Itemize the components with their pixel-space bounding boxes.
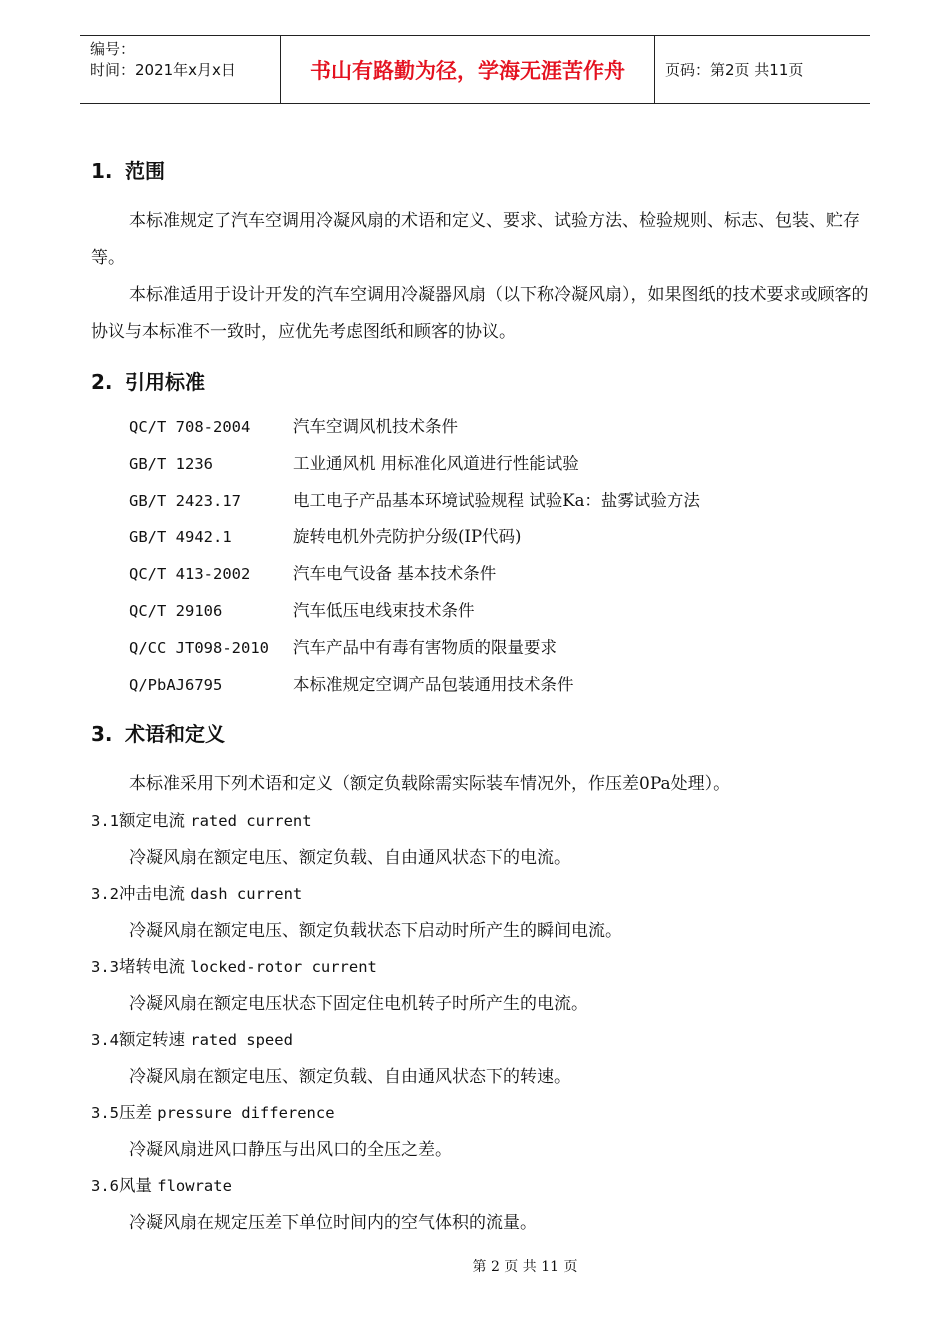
term-heading (91, 1022, 871, 1059)
term-en: dash current (190, 885, 303, 904)
term-en: rated current (190, 812, 312, 831)
paragraph: 本标准规定了汽车空调用冷凝风扇的术语和定义、要求、试验方法、检验规则、标志、包装、贮存等。 (91, 211, 860, 268)
reference-list (129, 409, 871, 703)
section-title: 引用标准 (125, 370, 205, 394)
reference-name: 工业通风机 用标准化风道进行性能试验 (293, 453, 579, 473)
header-meta (80, 36, 281, 103)
term-heading (91, 1168, 871, 1205)
reference-code: Q/PbAJ6795 (129, 675, 223, 694)
section-heading (91, 363, 871, 401)
term-number: 3.6 (91, 1177, 119, 1196)
term-en: rated speed (190, 1031, 293, 1050)
reference-code: QC/T 413-2002 (129, 565, 251, 584)
term-definition: 冷凝风扇在额定电压、额定负载、自由通风状态下的转速。 (129, 1066, 571, 1087)
term-cn: 额定电流 (119, 811, 185, 831)
term-number: 3.2 (91, 885, 119, 904)
term-definition: 冷凝风扇在额定电压状态下固定住电机转子时所产生的电流。 (129, 993, 588, 1014)
reference-name: 汽车空调风机技术条件 (293, 417, 458, 436)
term-en: locked-rotor current (190, 958, 377, 977)
section-heading (91, 715, 871, 753)
section-references (91, 363, 871, 703)
page-footer: 第 2 页 共 11 页 (472, 1259, 578, 1275)
term-cn: 堵转电流 (119, 957, 185, 977)
section-heading (91, 152, 871, 190)
term-cn: 额定转速 (119, 1030, 185, 1050)
term-cn: 压差 (119, 1103, 152, 1123)
document-number-label: 编号： (90, 40, 136, 58)
reference-item (129, 556, 871, 593)
reference-name: 本标准规定空调产品包装通用技术条件 (293, 674, 574, 694)
section-number: 1. (91, 159, 113, 183)
term-definition: 冷凝风扇在额定电压、额定负载、自由通风状态下的电流。 (129, 847, 571, 868)
header-page-number: 页码：第2页 共11页 (665, 61, 804, 79)
reference-code: GB/T 1236 (129, 454, 213, 473)
document-body (91, 140, 871, 1241)
section-number: 2. (91, 370, 113, 394)
paragraph: 本标准采用下列术语和定义（额定负载除需实际装车情况外，作压差0Pa处理）。 (129, 774, 731, 795)
reference-item (129, 519, 871, 556)
reference-name: 汽车产品中有毒有害物质的限量要求 (293, 637, 557, 657)
term-definition: 冷凝风扇在额定电压、额定负载状态下启动时所产生的瞬间电流。 (129, 920, 622, 941)
header-motto: 书山有路勤为径，学海无涯苦作舟 (281, 36, 655, 103)
section-title: 术语和定义 (125, 722, 225, 747)
term-definition: 冷凝风扇在规定压差下单位时间内的空气体积的流量。 (129, 1212, 537, 1233)
reference-code: Q/CC JT098-2010 (129, 638, 269, 657)
reference-code: QC/T 708-2004 (129, 418, 251, 436)
term-en: flowrate (157, 1177, 232, 1196)
reference-item (129, 667, 871, 704)
term-heading (91, 949, 871, 986)
paragraph: 本标准适用于设计开发的汽车空调用冷凝器风扇（以下称冷凝风扇），如果图纸的技术要求或顾客的协议与本标准不一致时，应优先考虑图纸和顾客的协议。 (91, 285, 869, 342)
reference-code: GB/T 2423.17 (129, 491, 241, 510)
document-time-label: 时间：2021年x月x日 (90, 61, 236, 79)
reference-code: QC/T 29106 (129, 601, 223, 620)
term-definition: 冷凝风扇进风口静压与出风口的全压之差。 (129, 1139, 452, 1160)
term-number: 3.4 (91, 1031, 119, 1050)
reference-item (129, 483, 871, 520)
reference-name: 电工电子产品基本环境试验规程 试验Ka：盐雾试验方法 (293, 490, 700, 510)
reference-item (129, 630, 871, 667)
reference-code: GB/T 4942.1 (129, 528, 232, 547)
reference-item (129, 409, 871, 446)
term-cn: 风量 (119, 1176, 152, 1196)
section-number: 3. (91, 722, 113, 747)
reference-item (129, 446, 871, 483)
reference-name: 汽车低压电线束技术条件 (293, 600, 475, 620)
term-number: 3.5 (91, 1104, 119, 1123)
reference-name: 旋转电机外壳防护分级(IP代码) (293, 527, 522, 547)
term-en: pressure difference (157, 1104, 335, 1123)
term-heading (91, 876, 871, 913)
page-header (80, 35, 870, 104)
section-scope (91, 152, 871, 351)
term-number: 3.3 (91, 958, 119, 977)
section-terms (91, 715, 871, 1241)
term-number: 3.1 (91, 812, 119, 831)
term-heading (91, 803, 871, 840)
term-heading (91, 1095, 871, 1132)
reference-name: 汽车电气设备 基本技术条件 (293, 564, 497, 584)
reference-item (129, 593, 871, 630)
term-cn: 冲击电流 (119, 884, 185, 904)
section-title: 范围 (125, 159, 165, 183)
